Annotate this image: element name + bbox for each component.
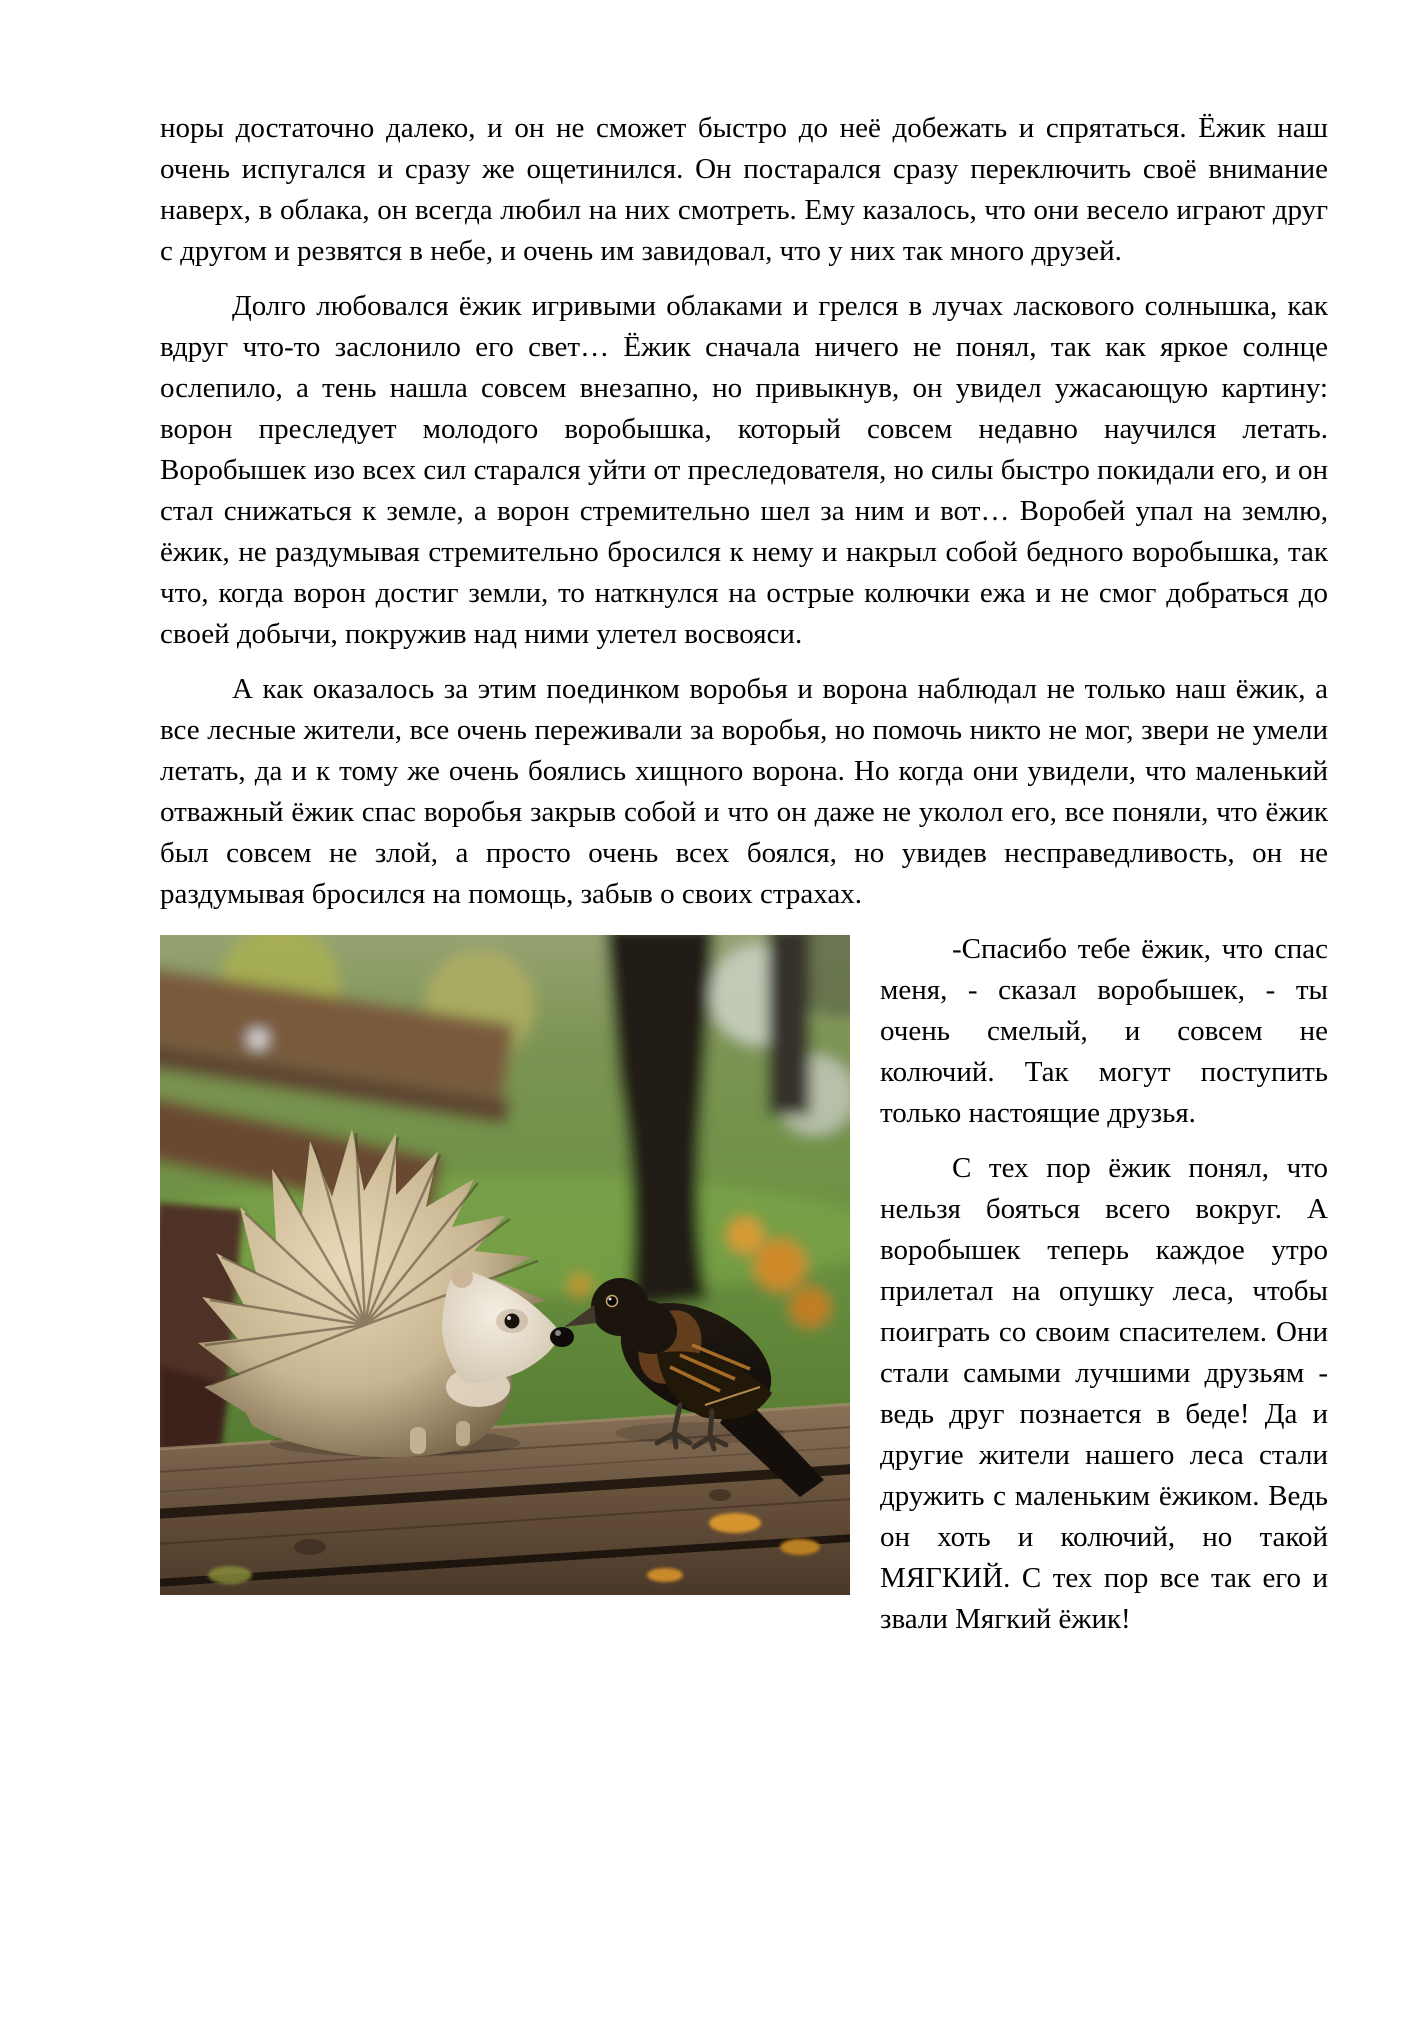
hedgehog-nose xyxy=(550,1327,574,1347)
bird-head xyxy=(591,1278,649,1336)
hedgehog-ear xyxy=(451,1266,473,1288)
hedgehog-eye xyxy=(505,1314,520,1329)
hedgehog-and-bird-photo xyxy=(160,935,850,1595)
story-paragraph-2: Долго любовался ёжик игривыми облаками и грелся в лучах ласкового солнышка, как вдруг что-то заслонило его свет… Ёжик сначала ничего не понял, так как яркое солнце ослепило, а тень нашла совсем внезапно, но привыкнув, он увидел ужасающую картину: ворон преследует молодого воробышка, который совсем недавно научился летать. Воробышек изо всех сил старался уйти от преследователя, но силы быстро покидали его, и он стал снижаться к земле, а ворон стремительно шел за ним и вот… Воробей упал на землю, ёжик, не раздумывая стремительно бросился к нему и накрыл собой бедного воробышка, так что, когда ворон достиг земли, то наткнулся на острые колючки ежа и не смог добраться до своей добычи, покружив над ними улетел восвояси. xyxy=(160,290,1328,650)
story-paragraph-4: -Спасибо тебе ёжик, что спас меня, - сказал воробышек, - ты очень смелый, и совсем не колючий. Так могут поступить только настоящие друзья. xyxy=(880,933,1328,1129)
story-paragraph-3: А как оказалось за этим поединком воробья и ворона наблюдал не только наш ёжик, а все лесные жители, все очень переживали за воробья, но помочь никто не мог, звери не умели летать, да и к тому же очень боялись хищного ворона. Но когда они увидели, что маленький отважный ёжик спас воробья закрыв собой и что он даже не уколол его, все поняли, что ёжик был совсем не злой, а просто очень всех боялся, но увидев несправедливость, он не раздумывая бросился на помощь, забыв о своих страхах. xyxy=(160,673,1328,910)
story-paragraph-5: С тех пор ёжик понял, что нельзя бояться всего вокруг. А воробышек теперь каждое утро прилетал на опушку леса, чтобы поиграть со своим спасителем. Они стали самыми лучшими друзьям - ведь друг познается в беде! Да и другие жители нашего леса стали дружить с маленьким ёжиком. Ведь он хоть и колючий, но такой МЯГКИЙ. С тех пор все так его и звали Мягкий ёжик! xyxy=(880,1152,1328,1635)
story-paragraph-1: норы достаточно далеко, и он не сможет быстро до неё добежать и спрятаться. Ёжик наш очень испугался и сразу же ощетинился. Он постарался сразу переключить своё внимание наверх, в облака, он всегда любил на них смотреть. Ему казалось, что они весело играют друг с другом и резвятся в небе, и очень им завидовал, что у них так много друзей. xyxy=(160,112,1328,267)
bird-eye xyxy=(607,1296,618,1307)
